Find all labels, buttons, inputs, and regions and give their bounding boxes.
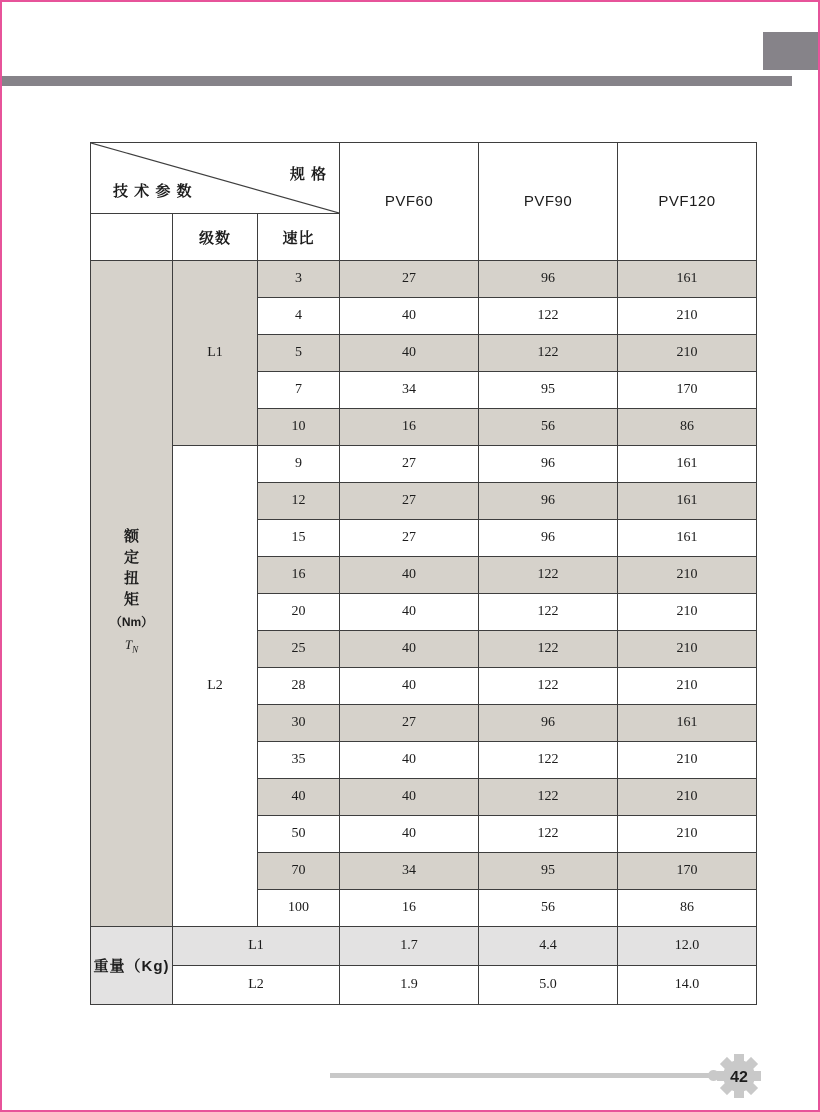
empty-cell — [91, 214, 173, 261]
spec-table — [90, 142, 757, 1005]
cell-pvf120: 210 — [618, 335, 757, 372]
cell-pvf90: 4.4 — [479, 927, 618, 966]
cell-pvf90: 122 — [479, 668, 618, 705]
table-row — [91, 446, 757, 483]
cell-pvf60: 34 — [340, 372, 479, 409]
cell-ratio: 20 — [258, 594, 340, 631]
spec-corner-label: 规 格 — [289, 166, 328, 183]
cell-pvf60: 40 — [340, 631, 479, 668]
table-row — [91, 261, 757, 298]
cell-ratio: 25 — [258, 631, 340, 668]
cell-pvf60: 27 — [340, 483, 479, 520]
cell-pvf90: 122 — [479, 557, 618, 594]
cell-pvf60: 16 — [340, 409, 479, 446]
cell-pvf120: 210 — [618, 631, 757, 668]
cell-pvf90: 122 — [479, 779, 618, 816]
cell-pvf90: 56 — [479, 409, 618, 446]
tech-params-corner-label: 技 术 参 数 — [113, 183, 193, 200]
cell-pvf90: 122 — [479, 742, 618, 779]
cell-ratio: 9 — [258, 446, 340, 483]
cell-pvf120: 210 — [618, 557, 757, 594]
footer-rule-line — [330, 1073, 712, 1078]
cell-ratio: 35 — [258, 742, 340, 779]
cell-pvf60: 27 — [340, 261, 479, 298]
weight-group-l2: L2 — [173, 966, 340, 1005]
torque-label-char: 扭 — [123, 570, 139, 588]
cell-ratio: 30 — [258, 705, 340, 742]
cell-pvf60: 40 — [340, 779, 479, 816]
cell-pvf60: 16 — [340, 890, 479, 927]
cell-pvf60: 40 — [340, 335, 479, 372]
cell-pvf120: 210 — [618, 816, 757, 853]
cell-pvf120: 210 — [618, 668, 757, 705]
diagonal-header-cell — [91, 143, 340, 214]
cell-pvf120: 161 — [618, 520, 757, 557]
cell-ratio: 5 — [258, 335, 340, 372]
torque-label-char: 矩 — [123, 591, 139, 609]
cell-pvf90: 96 — [479, 446, 618, 483]
torque-label-char: 额 — [123, 528, 139, 546]
cell-pvf60: 27 — [340, 520, 479, 557]
cell-pvf120: 210 — [618, 779, 757, 816]
torque-symbol: $T_N$ — [124, 637, 139, 655]
cell-pvf120: 210 — [618, 298, 757, 335]
weight-row — [91, 927, 757, 966]
cell-ratio: 28 — [258, 668, 340, 705]
table-header-row — [91, 143, 757, 214]
cell-pvf60: 40 — [340, 816, 479, 853]
weight-label: 重量（Kg) — [91, 927, 173, 1005]
cell-pvf90: 96 — [479, 483, 618, 520]
cell-pvf60: 34 — [340, 853, 479, 890]
cell-ratio: 12 — [258, 483, 340, 520]
cell-ratio: 50 — [258, 816, 340, 853]
cell-ratio: 40 — [258, 779, 340, 816]
column-header-pvf120: PVF120 — [618, 143, 757, 261]
weight-group-l1: L1 — [173, 927, 340, 966]
weight-row — [91, 966, 757, 1005]
cell-ratio: 15 — [258, 520, 340, 557]
cell-pvf60: 1.9 — [340, 966, 479, 1005]
cell-pvf90: 122 — [479, 298, 618, 335]
cell-ratio: 7 — [258, 372, 340, 409]
cell-pvf60: 27 — [340, 705, 479, 742]
header-rule-bar — [2, 76, 792, 86]
cell-pvf120: 86 — [618, 890, 757, 927]
cell-ratio: 4 — [258, 298, 340, 335]
cell-pvf90: 122 — [479, 594, 618, 631]
cell-pvf90: 95 — [479, 853, 618, 890]
cell-pvf90: 5.0 — [479, 966, 618, 1005]
cell-ratio: 70 — [258, 853, 340, 890]
cell-pvf60: 40 — [340, 668, 479, 705]
cell-pvf120: 14.0 — [618, 966, 757, 1005]
cell-pvf120: 86 — [618, 409, 757, 446]
cell-pvf60: 27 — [340, 446, 479, 483]
cell-pvf90: 96 — [479, 261, 618, 298]
cell-pvf90: 122 — [479, 335, 618, 372]
cell-ratio: 16 — [258, 557, 340, 594]
cell-pvf90: 96 — [479, 705, 618, 742]
column-header-pvf90: PVF90 — [479, 143, 618, 261]
cell-pvf120: 210 — [618, 594, 757, 631]
ratio-header: 速比 — [258, 214, 340, 261]
cell-pvf120: 161 — [618, 446, 757, 483]
cell-pvf90: 96 — [479, 520, 618, 557]
cell-pvf120: 210 — [618, 742, 757, 779]
cell-pvf90: 122 — [479, 631, 618, 668]
cell-pvf120: 170 — [618, 372, 757, 409]
cell-pvf120: 161 — [618, 483, 757, 520]
cell-ratio: 3 — [258, 261, 340, 298]
cell-pvf120: 161 — [618, 261, 757, 298]
cell-ratio: 10 — [258, 409, 340, 446]
cell-pvf60: 40 — [340, 594, 479, 631]
cell-pvf60: 40 — [340, 298, 479, 335]
torque-unit-label: （Nm） — [109, 615, 154, 630]
cell-pvf120: 12.0 — [618, 927, 757, 966]
page-number: 42 — [730, 1069, 748, 1086]
cell-ratio: 100 — [258, 890, 340, 927]
cell-pvf120: 170 — [618, 853, 757, 890]
cell-pvf120: 161 — [618, 705, 757, 742]
cell-pvf90: 122 — [479, 816, 618, 853]
cell-pvf60: 40 — [340, 742, 479, 779]
page-edge-tab — [763, 32, 820, 70]
cell-pvf90: 56 — [479, 890, 618, 927]
torque-axis-label — [91, 261, 173, 927]
cell-pvf60: 1.7 — [340, 927, 479, 966]
cell-pvf90: 95 — [479, 372, 618, 409]
gear-icon — [716, 1053, 762, 1099]
stages-header: 级数 — [173, 214, 258, 261]
group-label-l1: L1 — [173, 261, 258, 446]
group-label-l2: L2 — [173, 446, 258, 927]
column-header-pvf60: PVF60 — [340, 143, 479, 261]
cell-pvf60: 40 — [340, 557, 479, 594]
torque-label-char: 定 — [123, 549, 139, 567]
